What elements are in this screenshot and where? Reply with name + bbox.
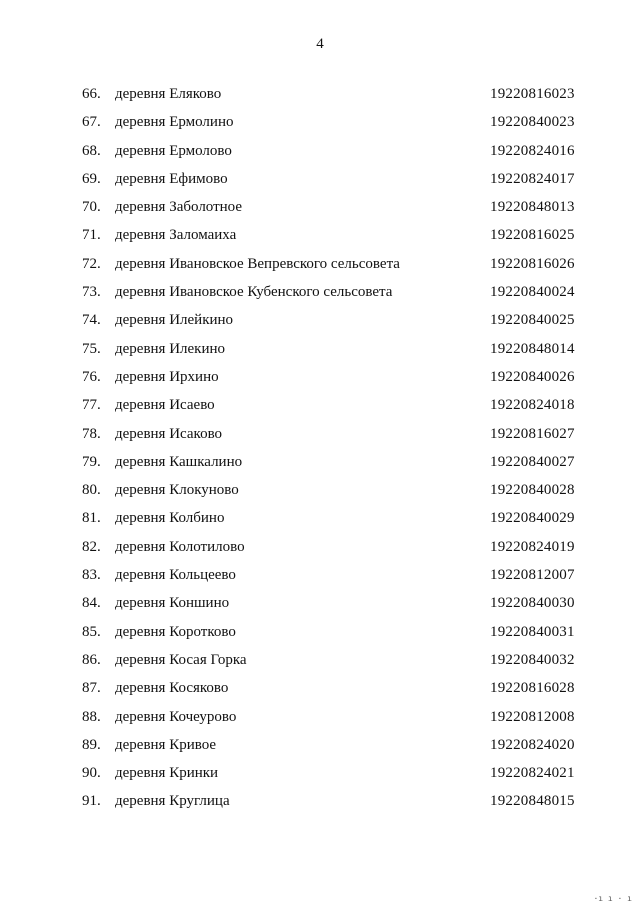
settlement-name: деревня Кочеурово [115,708,237,725]
list-item [0,137,640,165]
list-item [0,165,640,193]
settlement-name: деревня Исаево [115,397,215,414]
settlement-code: 19220840024 [490,284,575,301]
settlement-name: деревня Ефимово [115,170,228,187]
list-item [0,618,640,646]
row-number: 74. [82,312,101,329]
settlement-code: 19220840029 [490,510,575,527]
settlement-code: 19220816026 [490,255,575,272]
settlement-code: 19220840025 [490,312,575,329]
row-number: 77. [82,397,101,414]
settlement-name: деревня Еляково [115,86,222,102]
list-item [0,787,640,815]
row-number: 84. [82,595,101,612]
settlement-name: деревня Илекино [115,340,226,357]
list-item [0,674,640,702]
list-item [0,448,640,476]
settlement-code: 19220816023 [490,86,575,102]
settlement-code: 19220840026 [490,368,575,385]
row-number: 91. [82,793,101,810]
row-number: 66. [82,86,101,102]
settlement-name: деревня Колотилово [115,538,245,555]
list-item [0,306,640,334]
list-item [0,221,640,249]
list-item [0,476,640,504]
settlement-code: 19220840028 [490,482,575,499]
settlement-name: деревня Клокуново [115,482,239,499]
list-item [0,533,640,561]
list-item [0,759,640,787]
row-number: 82. [82,538,101,555]
list-item [0,108,640,136]
row-number: 83. [82,567,101,584]
settlement-code: 19220840030 [490,595,575,612]
row-number: 79. [82,453,101,470]
settlement-code: 19220824016 [490,142,575,159]
row-number: 73. [82,284,101,301]
list-item [0,731,640,759]
row-number: 90. [82,765,101,782]
settlement-code: 19220812007 [490,567,575,584]
list-item [0,561,640,589]
settlement-name: деревня Ермолино [115,114,234,131]
settlement-name: деревня Ивановское Кубенского сельсовета [115,284,393,301]
row-number: 72. [82,255,101,272]
row-number: 89. [82,736,101,753]
list-item [0,250,640,278]
row-number: 80. [82,482,101,499]
settlement-name: деревня Косяково [115,680,229,697]
settlement-code: 19220812008 [490,708,575,725]
row-number: 71. [82,227,101,244]
settlement-code: 19220848014 [490,340,575,357]
settlement-name: деревня Косая Горка [115,651,247,668]
settlement-name: деревня Кринки [115,765,219,782]
settlement-name: деревня Заболотное [115,199,243,216]
footer-mark: ·ı ı · ı [593,894,632,903]
settlement-code: 19220816027 [490,425,575,442]
settlement-code: 19220840032 [490,651,575,668]
settlement-name: деревня Ермолово [115,142,232,159]
settlement-code: 19220824017 [490,170,575,187]
settlement-name: деревня Заломаиха [115,227,237,244]
settlement-code: 19220824020 [490,736,575,753]
row-number: 70. [82,199,101,216]
settlement-code: 19220848013 [490,199,575,216]
settlement-name: деревня Илейкино [115,312,234,329]
row-number: 88. [82,708,101,725]
settlement-name: деревня Ивановское Вепревского сельсовета [115,255,400,272]
row-number: 87. [82,680,101,697]
settlement-code: 19220816028 [490,680,575,697]
settlement-name: деревня Кашкалино [115,453,243,470]
row-number: 78. [82,425,101,442]
list-item [0,391,640,419]
settlement-code: 19220824021 [490,765,575,782]
list-item [0,278,640,306]
list-item [0,589,640,617]
row-number: 81. [82,510,101,527]
row-number: 69. [82,170,101,187]
settlement-code: 19220840023 [490,114,575,131]
settlement-name: деревня Ирхино [115,368,219,385]
row-number: 76. [82,368,101,385]
settlement-name: деревня Круглица [115,793,230,810]
list-item [0,646,640,674]
settlement-name: деревня Колбино [115,510,225,527]
settlement-name: деревня Кольцеево [115,567,236,584]
row-number: 68. [82,142,101,159]
list-item [0,504,640,532]
list-item [0,80,640,108]
settlement-code: 19220816025 [490,227,575,244]
row-number: 75. [82,340,101,357]
list-item [0,420,640,448]
list-item [0,363,640,391]
settlement-list [0,80,640,816]
settlement-code: 19220848015 [490,793,575,810]
settlement-name: деревня Коншино [115,595,230,612]
settlement-code: 19220824018 [490,397,575,414]
row-number: 85. [82,623,101,640]
settlement-name: деревня Кривое [115,736,217,753]
list-item [0,193,640,221]
settlement-code: 19220824019 [490,538,575,555]
page-number: 4 [316,36,324,52]
row-number: 67. [82,114,101,131]
row-number: 86. [82,651,101,668]
settlement-code: 19220840031 [490,623,575,640]
settlement-name: деревня Исаково [115,425,223,442]
settlement-name: деревня Коротково [115,623,236,640]
list-item [0,703,640,731]
list-item [0,335,640,363]
settlement-code: 19220840027 [490,453,575,470]
